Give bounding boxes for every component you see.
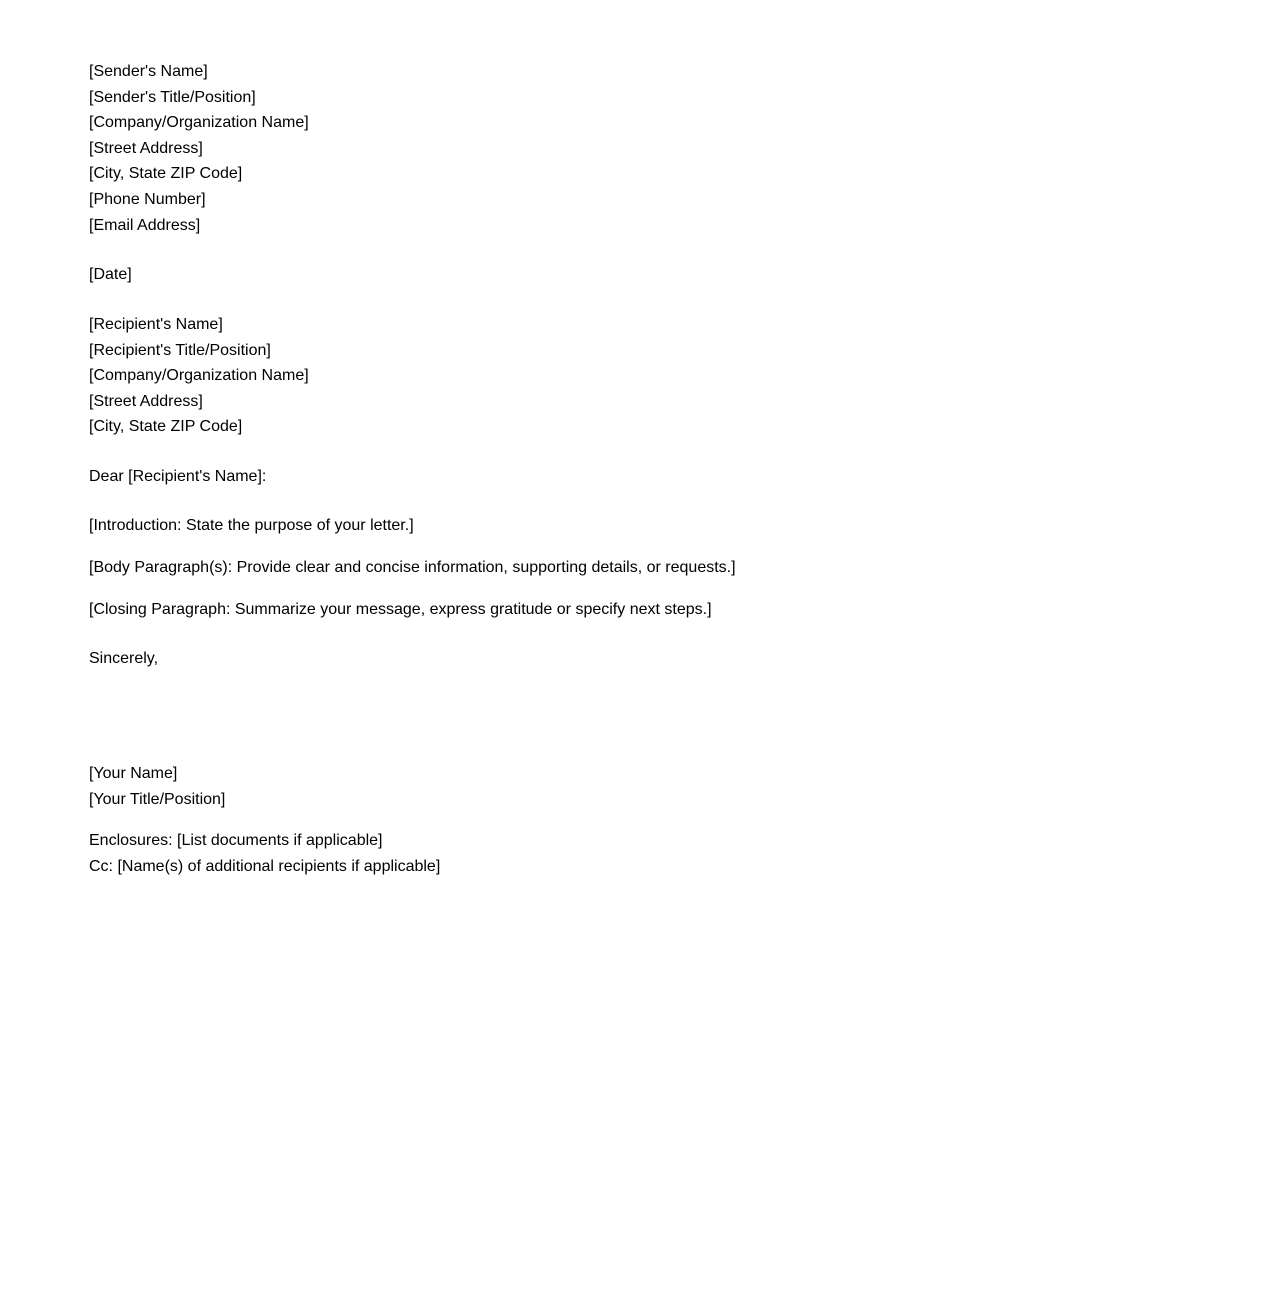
signer-title: [Your Title/Position]: [89, 790, 226, 808]
sender-email: [Email Address]: [89, 216, 201, 234]
recipient-street: [Street Address]: [89, 392, 203, 410]
sender-address-block: [89, 59, 309, 238]
recipient-address-block: [89, 312, 309, 440]
intro-paragraph: [89, 513, 414, 539]
signer-name: [Your Name]: [89, 765, 178, 782]
paragraph-closing: [Closing Paragraph: Summarize your message, express gratitude or specify next steps.]: [89, 601, 712, 618]
sender-street: [Street Address]: [89, 139, 203, 157]
body-paragraph: [89, 555, 736, 581]
recipient-city: [City, State ZIP Code]: [89, 418, 243, 436]
recipient-name: [Recipient's Name]: [89, 316, 223, 333]
closing-block: [89, 646, 158, 672]
letter-date: [Date]: [89, 266, 132, 283]
recipient-title: [Recipient's Title/Position]: [89, 341, 271, 359]
recipient-company: [Company/Organization Name]: [89, 367, 309, 385]
sender-city: [City, State ZIP Code]: [89, 165, 243, 183]
paragraph-introduction: [Introduction: State the purpose of your letter.]: [89, 517, 414, 534]
paragraph-body: [Body Paragraph(s): Provide clear and concise information, supporting details, or requests.]: [89, 559, 736, 576]
sender-company: [Company/Organization Name]: [89, 114, 309, 132]
salutation: Dear [Recipient's Name]:: [89, 468, 267, 485]
notations-block: [89, 828, 440, 879]
sender-name: [Sender's Name]: [89, 63, 208, 80]
cc-line: Cc: [Name(s) of additional recipients if applicable]: [89, 857, 441, 875]
signature-block: [89, 761, 225, 812]
sender-phone: [Phone Number]: [89, 190, 206, 208]
sender-title: [Sender's Title/Position]: [89, 88, 256, 106]
enclosures-line: Enclosures: [List documents if applicable]: [89, 832, 383, 849]
complimentary-close: Sincerely,: [89, 650, 159, 667]
date-block: [89, 262, 132, 288]
closing-paragraph: [89, 597, 712, 623]
salutation-block: [89, 464, 266, 490]
